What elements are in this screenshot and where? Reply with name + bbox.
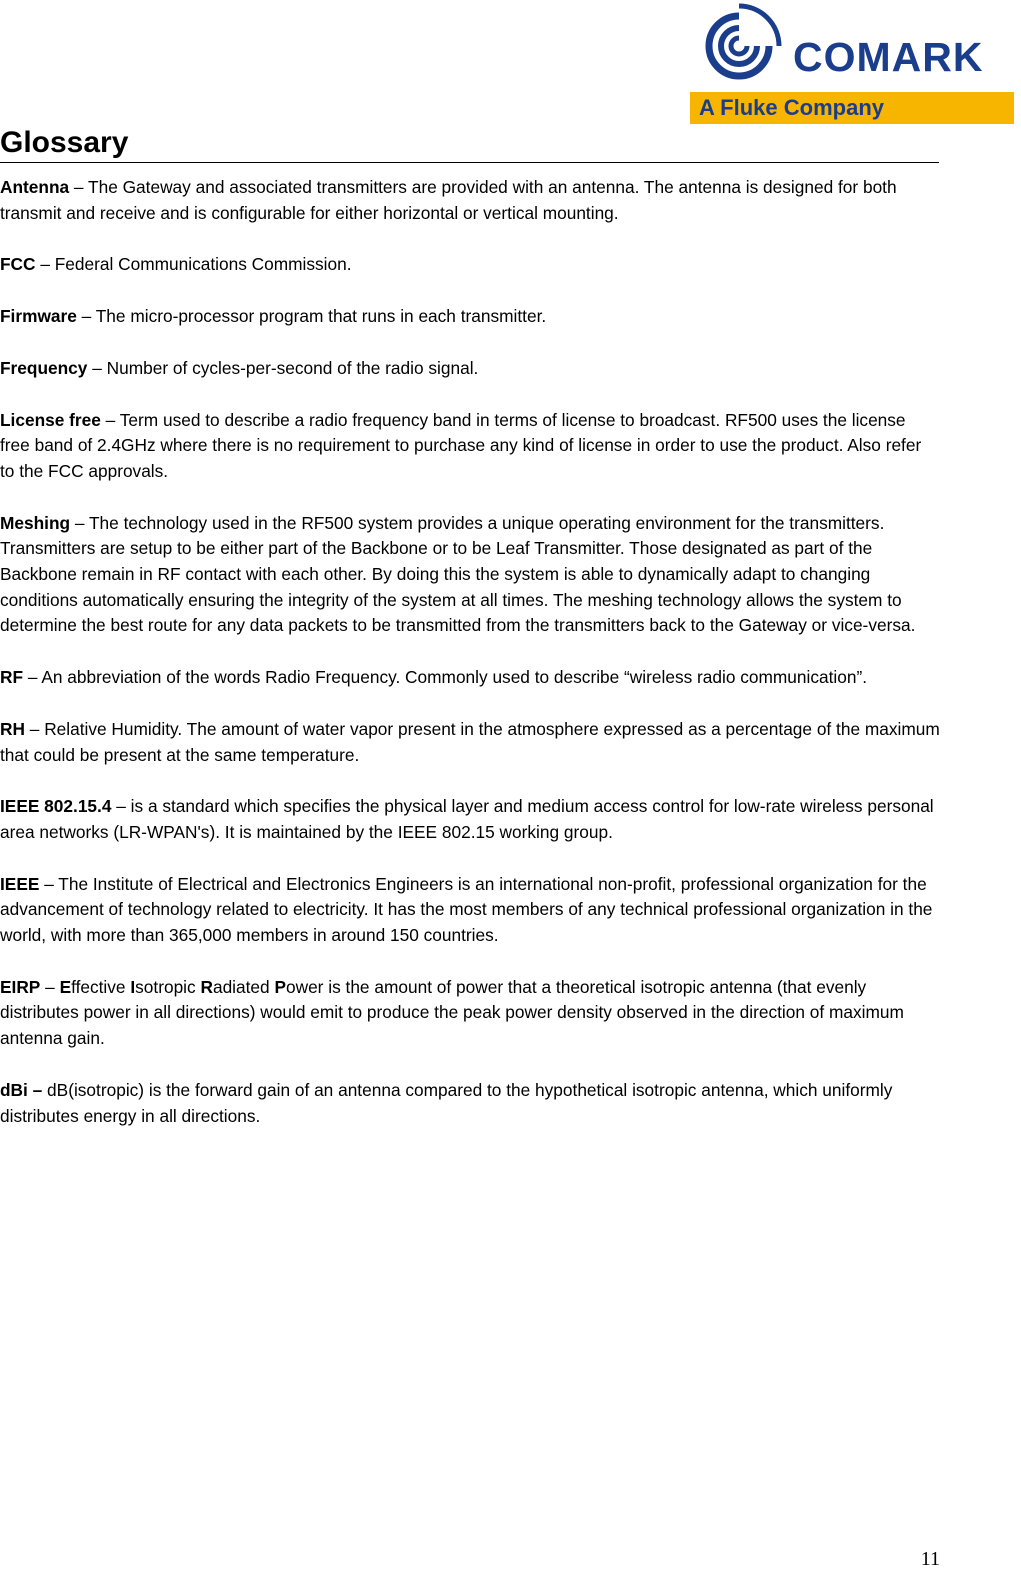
glossary-term: IEEE 802.15.4 [0,796,112,817]
glossary-definition: The micro-processor program that runs in each transmitter. [95,306,547,327]
term-separator: – [70,512,89,533]
title-rule [0,162,939,163]
definition-fragment: adiated [212,976,275,997]
glossary-entry [0,252,940,278]
glossary-term: License free [0,409,101,430]
term-separator: – [100,409,120,430]
glossary-entry [0,794,940,845]
logo-brand-text: COMARK [793,34,984,80]
glossary-definition: Term used to describe a radio frequency band in terms of license to broadcast. RF500 uses the license free band of 2.4GHz where there is no requirement to purchase any kind of license in order to use the product. Also refer to the FCC approvals. [0,409,922,481]
glossary-definition: is a standard which specifies the physical layer and medium access control for low-rate wireless personal area networks (LR-WPAN's). It is maintained by the IEEE 802.15 working group. [0,796,934,842]
definition-fragment: sotropic [135,976,201,997]
glossary-entry [0,356,940,382]
term-separator: – [76,306,96,327]
glossary-term: Meshing [0,512,71,533]
term-separator: – [69,177,89,197]
glossary-entry [0,717,940,768]
glossary-list [0,175,940,1155]
term-separator: – [111,796,131,817]
glossary-term: FCC [0,254,36,275]
glossary-entry [0,872,940,949]
acronym-letter: E [59,976,72,997]
glossary-definition: The Institute of Electrical and Electronics Engineers is an international non-profit, professional organization for the advancement of technology related to electricity. It has the most members of any technical professional organization in the world, with more than 365,000 members in around 150 countries. [0,873,933,946]
logo-tagline: A Fluke Company [690,92,1014,124]
comark-logo [683,0,1021,128]
glossary-definition: An abbreviation of the words Radio Frequency. Commonly used to describe “wireless radio communication”. [41,667,868,688]
glossary-definition: The technology used in the RF500 system provides a unique operating environment for the transmitters. Transmitters are setup to be either part of the Backbone or to be Leaf Transmitter. Those designated as part of the Backbone remain in RF contact with each other. By doing this the system is able to dynamically adapt to changing conditions automatically ensuring the integrity of the system at all times. The meshing technology allows the system to determine the best route for any data packets to be transmitted from the transmitters back to the Gateway or vice-versa. [0,512,916,636]
term-separator: – [40,976,60,997]
glossary-definition: Federal Communications Commission. [54,254,352,275]
acronym-letter: I [130,976,136,997]
term-separator: – [39,873,59,894]
glossary-entry [0,408,940,485]
glossary-term: Antenna [0,177,70,197]
glossary-term: Frequency [0,357,88,378]
glossary-entry [0,304,940,330]
comark-swirl-icon [689,0,789,92]
acronym-letter: P [274,976,286,997]
definition-fragment: ower is the amount of power that a theoretical isotropic antenna (that evenly distributes power in all directions) would emit to produce the peak power density observed in the direction of maximum antenna gain. [0,976,904,1049]
term-separator: – [35,254,55,275]
glossary-definition: Number of cycles-per-second of the radio signal. [106,357,479,378]
glossary-entry-dbi [0,1078,940,1129]
glossary-term: dBi – [0,1079,43,1100]
glossary-term: EIRP [0,976,41,997]
glossary-entry [0,511,940,640]
glossary-entry [0,175,940,226]
definition-fragment: ffective [71,976,131,997]
term-separator: – [23,667,42,688]
glossary-term: RF [0,667,24,688]
page-number: 11 [920,1548,940,1570]
page-title: Glossary [0,126,129,159]
acronym-letter: R [200,976,213,997]
glossary-term: Firmware [0,306,77,327]
term-separator: – [24,718,45,739]
glossary-definition: dB(isotropic) is the forward gain of an antenna compared to the hypothetical isotropic antenna, which uniformly distributes energy in all directions. [0,1079,893,1126]
glossary-entry-eirp [0,975,940,1052]
term-separator: – [87,357,107,378]
glossary-definition: Relative Humidity. The amount of water vapor present in the atmosphere expressed as a percentage of the maximum that could be present at the same temperature. [0,718,940,765]
glossary-definition: The Gateway and associated transmitters are provided with an antenna. The antenna is designed for both transmit and receive and is configurable for either horizontal or vertical mounting. [0,177,897,223]
glossary-entry [0,665,940,691]
glossary-term: RH [0,718,25,739]
glossary-term: IEEE [0,873,40,894]
